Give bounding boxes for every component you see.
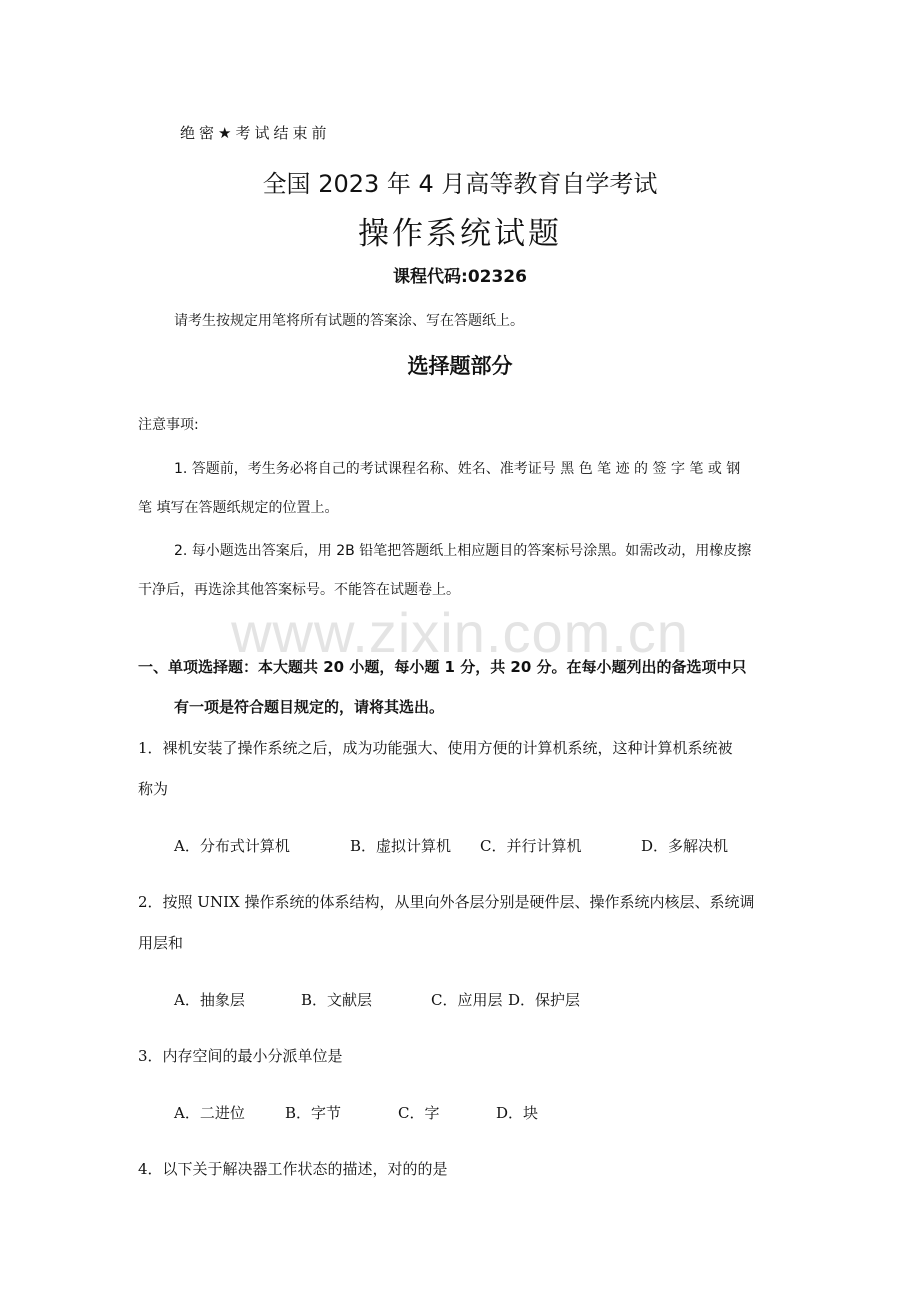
part-one-heading-line-1: 一、单项选择题：本大题共 20 小题，每小题 1 分，共 20 分。在每小题列出的备选项中只: [138, 658, 747, 676]
confidential-mark: 绝密★考试结束前: [180, 124, 331, 142]
question-2-option-a: A．抽象层: [174, 991, 245, 1009]
subject-title: 操作系统试题: [358, 216, 562, 252]
notice-2-line-1: 2. 每小题选出答案后，用 2B 铅笔把答题纸上相应题目的答案标号涂黑。如需改动，用橡皮擦: [174, 543, 752, 559]
site-watermark: www.zixin.com.cn: [231, 601, 689, 664]
question-3-option-d: D．块: [496, 1104, 539, 1122]
notice-heading: 注意事项:: [138, 417, 199, 433]
course-code: 课程代码:02326: [393, 267, 527, 287]
question-1-option-b: B．虚拟计算机: [350, 837, 452, 855]
exam-title: 全国 2023 年 4 月高等教育自学考试: [262, 170, 658, 198]
question-3-line-1: 3．内存空间的最小分派单位是: [138, 1047, 343, 1065]
question-2-option-d: D．保护层: [508, 991, 581, 1009]
question-1-option-a: A．分布式计算机: [174, 837, 290, 855]
question-1-option-c: C．并行计算机: [480, 837, 582, 855]
notice-2-line-2: 干净后，再选涂其他答案标号。不能答在试题卷上。: [138, 582, 460, 598]
question-2-option-b: B．文献层: [301, 991, 373, 1009]
part-one-heading-line-2: 有一项是符合题目规定的，请将其选出。: [174, 698, 445, 716]
question-2-option-c: C．应用层: [431, 991, 503, 1009]
question-4-line-1: 4．以下关于解决器工作状态的描述，对的的是: [138, 1160, 448, 1178]
notice-1-line-1: 1. 答题前，考生务必将自己的考试课程名称、姓名、准考证号 黑 色 笔 迹 的 签 字 笔 或 钢: [174, 461, 741, 477]
answer-instruction: 请考生按规定用笔将所有试题的答案涂、写在答题纸上。: [174, 313, 524, 329]
notice-1-line-2: 笔 填写在答题纸规定的位置上。: [138, 500, 339, 516]
question-1-line-2: 称为: [138, 780, 169, 798]
question-1-line-1: 1．裸机安装了操作系统之后，成为功能强大、使用方便的计算机系统，这种计算机系统被: [138, 739, 733, 757]
question-3-option-c: C．字: [398, 1104, 440, 1122]
question-1-option-d: D．多解决机: [641, 837, 729, 855]
question-2-line-2: 用层和: [138, 934, 184, 952]
section-title: 选择题部分: [407, 354, 513, 378]
question-3-option-a: A．二进位: [174, 1104, 245, 1122]
question-2-line-1: 2．按照 UNIX 操作系统的体系结构，从里向外各层分别是硬件层、操作系统内核层、系统调: [138, 893, 755, 911]
question-3-option-b: B．字节: [285, 1104, 342, 1122]
